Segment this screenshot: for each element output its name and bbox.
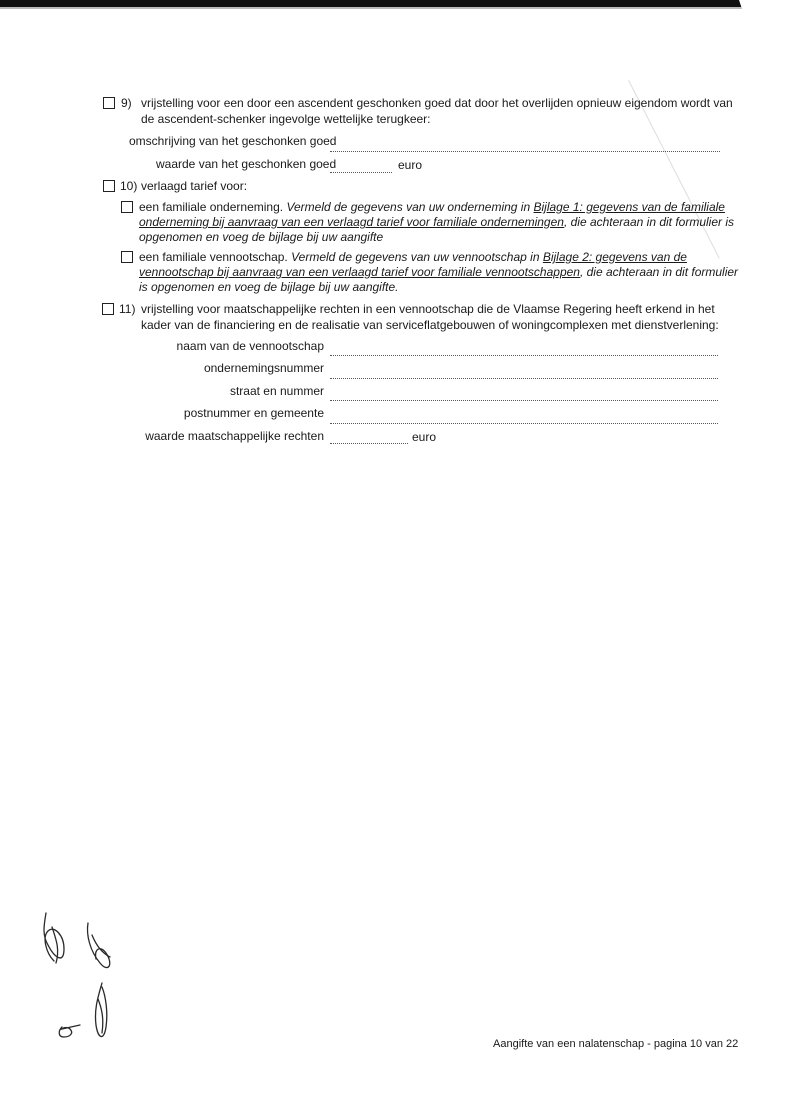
page-footer: Aangifte van een nalatenschap - pagina 10 van 22: [493, 1038, 739, 1050]
item11-checkbox[interactable]: [102, 303, 114, 315]
item10-checkbox[interactable]: [103, 180, 115, 192]
item11-field-label-number: ondernemingsnummer: [203, 361, 324, 375]
folded-corner: [739, 0, 799, 180]
item11-value-label: waarde maatschappelijke rechten: [145, 429, 324, 443]
item10-option-b-line1: [139, 250, 687, 265]
item10-option-b-checkbox[interactable]: [121, 251, 133, 263]
item11-field-label-city: postnummer en gemeente: [183, 406, 324, 420]
item9-value-label: waarde van het geschonken goed: [156, 157, 337, 171]
item10-option-a-line2: [139, 215, 734, 230]
scan-edge-top: [0, 0, 799, 7]
item9-description-label: omschrijving van het geschonken goed: [129, 134, 337, 148]
item10-number: 10): [120, 179, 138, 193]
item11-field-label-name: naam van de vennootschap: [176, 339, 324, 353]
item11-field-label-street: straat en nummer: [229, 384, 324, 398]
item9-value-field[interactable]: [330, 172, 392, 173]
item10-option-a-line3: opgenomen en voeg de bijlage bij uw aangifte: [139, 230, 384, 244]
item11-field-number[interactable]: [330, 378, 718, 379]
scan-edge-shadow: [0, 7, 799, 9]
item10-option-a-checkbox[interactable]: [121, 201, 133, 213]
item11-field-city[interactable]: [330, 423, 718, 424]
item10-option-a-line2-rest: , die achteraan in dit formulier is: [563, 215, 735, 229]
item10-option-a-line1: [139, 200, 725, 215]
item10-option-b-link-part1[interactable]: Bijlage 2: gegevens van de: [542, 250, 687, 264]
item10-option-b-line3: is opgenomen en voeg de bijlage bij uw aangifte.: [139, 280, 399, 294]
item11-value-field[interactable]: [330, 443, 408, 444]
item9-text-line1: vrijstelling voor een door een ascendent geschonken goed dat door het overlijden opnieuw eigendom wordt van: [141, 96, 733, 110]
item9-text-line2: de ascendent-schenker ingevolge wettelijke terugkeer:: [141, 112, 431, 126]
item10-option-a-link-part1[interactable]: Bijlage 1: gegevens van de familiale: [533, 200, 725, 214]
item11-unit: euro: [412, 430, 437, 444]
item10-option-a-lead: een familiale onderneming.: [139, 200, 284, 214]
item10-option-a-instruction: Vermeld de gegevens van uw onderneming in: [286, 200, 531, 214]
item10-option-b-link-part2[interactable]: vennootschap bij aanvraag van een verlaagd tarief voor familiale vennootschappen: [139, 265, 580, 279]
item10-option-b-instruction: Vermeld de gegevens van uw vennootschap in: [291, 250, 540, 264]
item9-number: 9): [121, 96, 132, 110]
item11-field-name[interactable]: [330, 355, 718, 356]
item11-field-street[interactable]: [330, 400, 718, 401]
handwritten-initials-signature: [30, 905, 140, 1055]
item10-option-b-line2: [139, 265, 738, 280]
item9-unit: euro: [398, 158, 423, 172]
item11-text-line1: vrijstelling voor maatschappelijke rechten in een vennootschap die de Vlaamse Regering heeft erkend in het: [141, 302, 715, 316]
item10-option-b-lead: een familiale vennootschap.: [139, 250, 288, 264]
item11-number: 11): [119, 302, 136, 316]
item10-option-b-line2-rest: , die achteraan in dit formulier: [579, 265, 739, 279]
item9-checkbox[interactable]: [103, 97, 115, 109]
item11-text-line2: kader van de financiering en de realisatie van serviceflatgebouwen of woningcomplexen met dienstverlening:: [141, 318, 719, 332]
item10-option-a-link-part2[interactable]: onderneming bij aanvraag van een verlaagd tarief voor familiale ondernemingen: [139, 215, 564, 229]
item9-description-field[interactable]: [330, 151, 720, 152]
item10-label: verlaagd tarief voor:: [141, 179, 248, 193]
